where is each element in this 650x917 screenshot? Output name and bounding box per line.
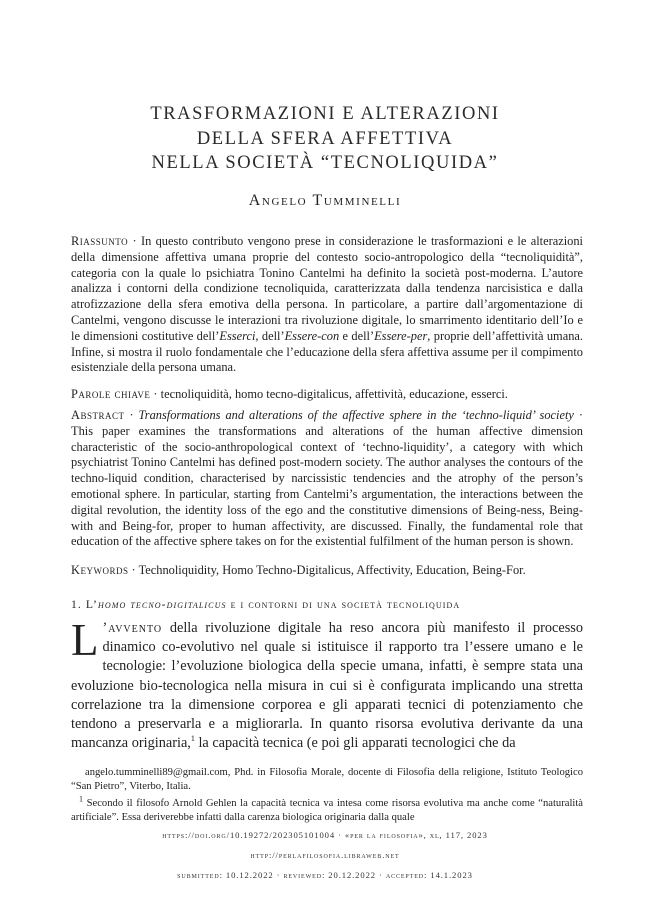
abstract-label: Abstract bbox=[71, 408, 125, 422]
footnote-text: Secondo il filosofo Arnold Gehlen la capacità tecnica va intesa come risorsa evolutiva ma anche come “naturalità artificiale”. Essa deriverebbe infatti dalla carenza biologica originaria dalla quale bbox=[71, 798, 583, 823]
drop-cap: L bbox=[71, 615, 99, 665]
footer-url-line: http://perlafilosofia.libraweb.net bbox=[250, 850, 400, 860]
riassunto-paragraph bbox=[71, 234, 583, 376]
abstract-separator: · bbox=[124, 408, 139, 422]
author-note: angelo.tumminelli89@gmail.com, Phd. in Filosofia Morale, docente di Filosofia della religione, Istituto Teologico “San Pietro”, Viterbo, Italia. bbox=[71, 767, 583, 792]
parole-chiave-label: Parole chiave bbox=[71, 387, 151, 401]
parole-chiave-text: tecnoliquidità, homo tecno-digitalicus, affettività, educazione, esserci. bbox=[160, 387, 508, 401]
body-text-a: della rivoluzione digitale ha reso ancora più manifesto il processo dinamico co-evolutivo nel quale si istituisce il rapporto tra l’essere umano e le tecnologie: l’evoluzione biologica della specie umana, infatti, è sempre stata una evoluzione bio-tecnologica nella misura in cui si è configurata implicando una stretta correlazione tra la dimensione corporea e gli apparati tecnici di potenziamento che tendono a preservarla e a migliorarla. In quanto risorsa evolutiva derivante da una mancanza originaria, bbox=[71, 620, 583, 752]
riassunto-separator: · bbox=[128, 234, 141, 248]
keywords-text: Technoliquidity, Homo Techno-Digitalicus, Affectivity, Education, Being-For. bbox=[138, 563, 526, 577]
parole-chiave-separator: · bbox=[150, 387, 161, 401]
body-lead-word: ’avvento bbox=[102, 620, 163, 636]
footer-doi-line: https://doi.org/10.19272/202305101004 · «per la filosofia», xl, 117, 2023 bbox=[162, 830, 488, 840]
section-heading bbox=[71, 598, 601, 611]
footnotes bbox=[71, 766, 583, 825]
riassunto-text-c: e dell’ bbox=[339, 328, 375, 343]
section-heading-rest: e i contorni di una società tecnoliquida bbox=[226, 598, 461, 611]
riassunto-italic-1: Esserci bbox=[219, 328, 256, 343]
keywords-paragraph bbox=[71, 563, 583, 579]
section-number: 1. L’ bbox=[71, 598, 98, 611]
abstract-title: Transformations and alterations of the affective sphere in the ‘techno-liquid’ society bbox=[138, 408, 574, 422]
footnote-1 bbox=[71, 794, 583, 825]
riassunto-italic-2: Essere-con bbox=[284, 328, 340, 343]
parole-chiave-paragraph bbox=[71, 387, 583, 403]
abstract-paragraph bbox=[71, 408, 583, 550]
riassunto-text-b: , dell’ bbox=[255, 328, 285, 343]
article-title-line-1: TRASFORMAZIONI E ALTERAZIONI bbox=[150, 104, 500, 124]
section-heading-italic: homo tecno-digitalicus bbox=[97, 598, 227, 611]
body-paragraph bbox=[71, 615, 583, 753]
abstract-text: This paper examines the transformations and alterations of the human affective dimension characteristic of the socio-anthropological context of ‘techno-liquidity’, a category with which psychiatrist Tonino Cantelmi has defined post-modern society. The author analyses the contours of the techno-liquid condition, characterised by narcissistic tendencies and the atrophy of the person’s emotional sphere. In particular, starting from Cantelmi’s argumentation, the interactions between the digital revolution, the identity loss of the ego and the constitutive dimensions of Being-ness, Being-with and Being-for, proper to human affectivity, are discussed. Finally, the fundamental role that education of the affective sphere takes on for the existential fulfilment of the human person is shown. bbox=[71, 423, 583, 549]
article-title-line-3: NELLA SOCIETÀ “TECNOLIQUIDA” bbox=[151, 153, 499, 173]
keywords-label: Keywords bbox=[71, 563, 129, 577]
body-text-b: la capacità tecnica (e poi gli apparati tecnologici che da bbox=[194, 735, 516, 752]
footnote-ref-1: 1 bbox=[190, 734, 195, 744]
article-title-line-2: DELLA SFERA AFFETTIVA bbox=[196, 129, 454, 149]
riassunto-text-a: In questo contributo vengono prese in considerazione le trasformazioni e le alterazioni della dimensione affettiva umana proprie del contesto socio-antropologico della “tecnoliquidità”, categoria con la quale lo psichiatra Tonino Cantelmi ha definito la società post-moderna. L’autore analizza i contorni della condizione tecnoliquida, caratterizzata dalla tendenza narcisistica e dalla atrofizzazione della sfera emotiva della persona. In particolare, a partire dall’argomentazione di Cantelmi, vengono discusse le interazioni tra rivoluzione digitale, lo smarrimento identitario dell’Io e le dimensioni costitutive dell’ bbox=[71, 234, 584, 343]
footnote-number: 1 bbox=[79, 794, 83, 804]
riassunto-label: Riassunto bbox=[71, 234, 129, 248]
author-name: Angelo Tumminelli bbox=[248, 192, 402, 209]
footer-dates-line: submitted: 10.12.2022 · reviewed: 20.12.2022 · accepted: 14.1.2023 bbox=[177, 870, 473, 880]
keywords-separator: · bbox=[128, 563, 139, 577]
abstract-separator-2: · bbox=[573, 408, 584, 422]
riassunto-text-d: , proprie dell’affettività umana. Infine, si mostra il ruolo fondamentale che l’educazione della sfera affettiva assume per il compimento esistenziale della persona umana. bbox=[71, 328, 583, 375]
riassunto-italic-3: Essere-per bbox=[374, 328, 428, 343]
